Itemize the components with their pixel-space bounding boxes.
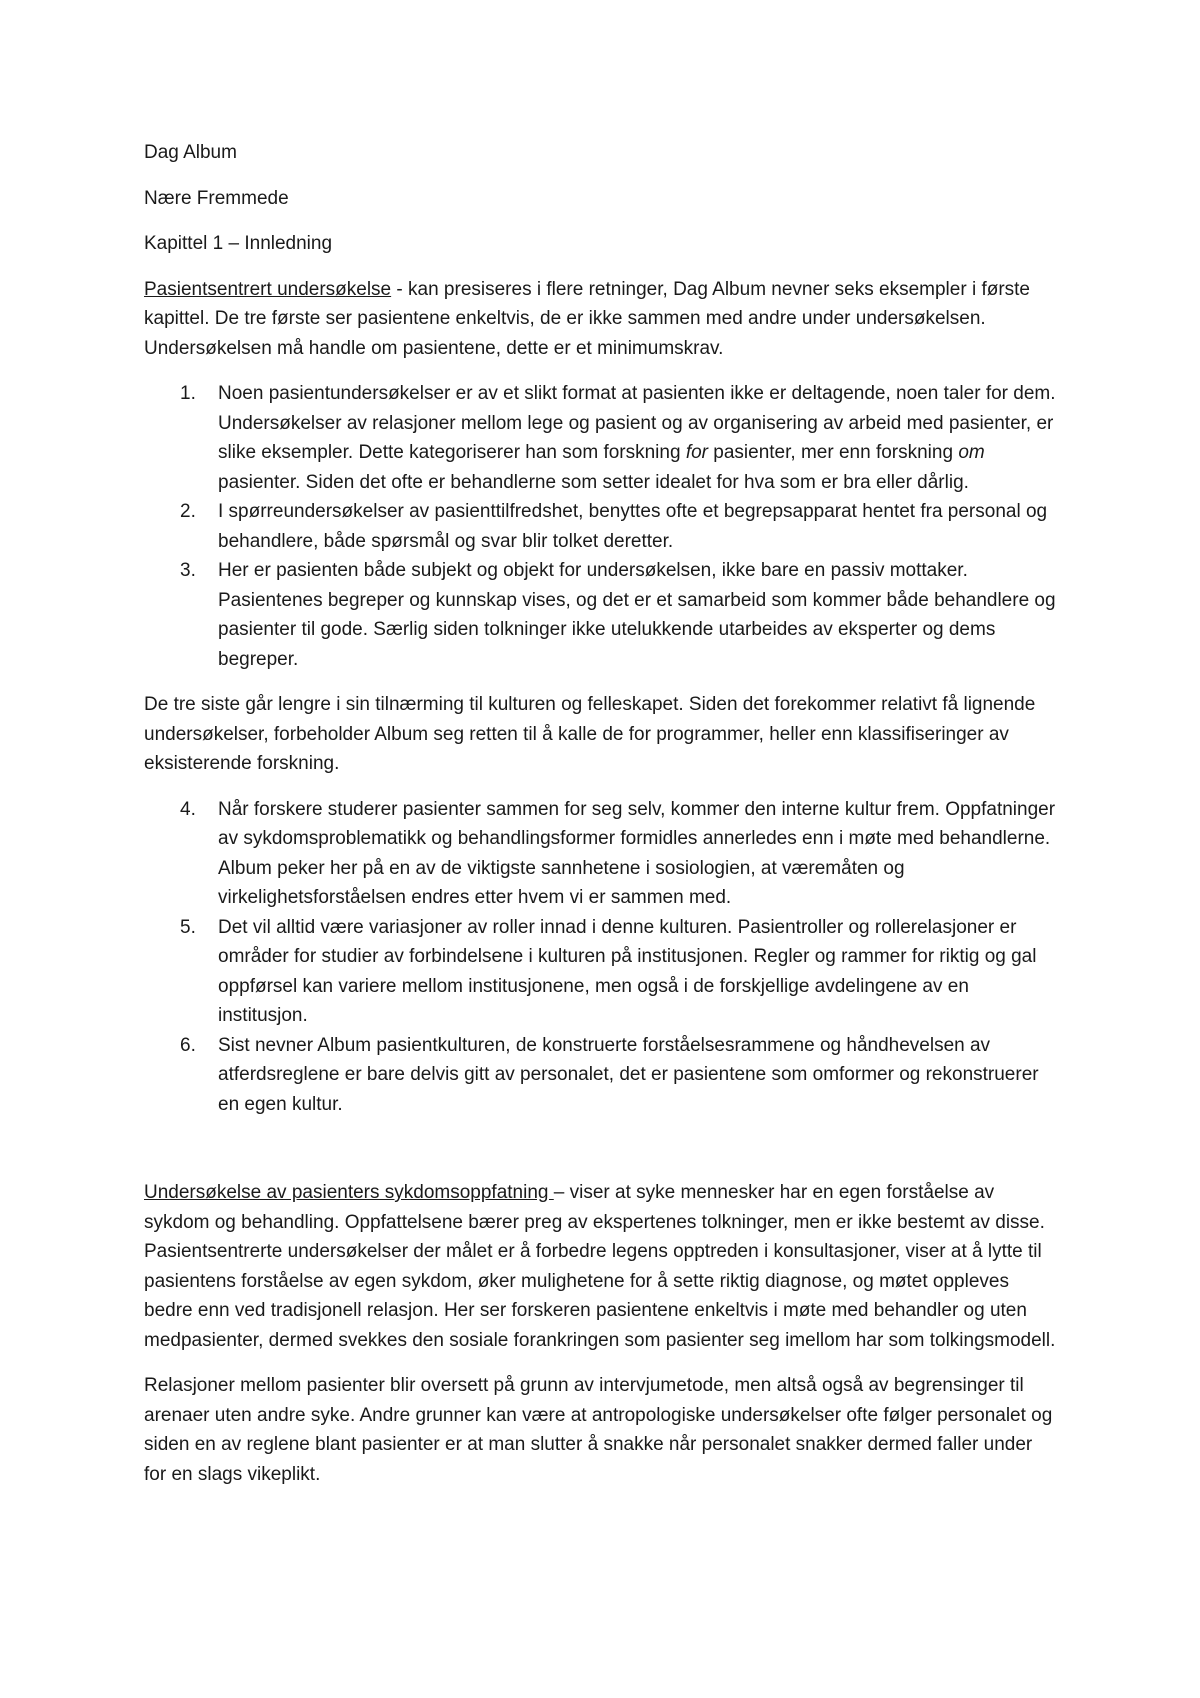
- list-item-text: Sist nevner Album pasientkulturen, de konstruerte forståelsesrammene og håndhevelsen av atferdsreglene er bare delvis gitt av personalet, det er pasientene som omformer og rekonstruerer en egen kultur.: [218, 1034, 1039, 1115]
- section-sykdomsoppfatning: [144, 1178, 1056, 1355]
- list-number: 5.: [180, 916, 196, 938]
- numbered-list-1: [144, 379, 1056, 674]
- list-number: 1.: [180, 383, 196, 404]
- body-paragraph: Relasjoner mellom pasienter blir oversett på grunn av intervjumetode, men altså også av begrensinger til arenaer uten andre syke. Andre grunner kan være at antropologiske undersøkelser ofte følger personalet og siden en av reglene blant pasienter er at man slutter å snakke når personalet snakker dermed faller under for en slags vikeplikt.: [144, 1375, 1053, 1485]
- list-item: [180, 795, 1056, 913]
- body-paragraph: De tre siste går lengre i sin tilnærming til kulturen og felleskapet. Siden det forekommer relativt få lignende undersøkelser, forbeholder Album seg retten til å kalle de for programmer, heller enn klassifiseringer av eksisterende forskning.: [144, 694, 1036, 774]
- list-number: 4.: [180, 798, 196, 820]
- list-number: 2.: [180, 501, 196, 522]
- list-item: [180, 556, 1056, 674]
- list-item-text: pasienter. Siden det ofte er behandlerne som setter idealet for hva som er bra eller dårlig.: [218, 471, 969, 493]
- section-pasientsentrert: [144, 275, 1056, 364]
- list-item: [180, 497, 1056, 556]
- emphasis-om: om: [958, 442, 985, 463]
- book-title: Nære Fremmede: [144, 187, 289, 209]
- list-item-text: Når forskere studerer pasienter sammen for seg selv, kommer den interne kultur frem. Oppfatninger av sykdomsproblematikk og behandlingsformer formidles annerledes enn i møte med behandlerne. Album peker her på en av de viktigste sannhetene i sosiologien, at væremåten og virkelighetsforståelsen endres etter hvem vi er sammen med.: [218, 798, 1056, 908]
- list-number: 6.: [180, 1034, 196, 1056]
- list-item-text: Her er pasienten både subjekt og objekt for undersøkelsen, ikke bare en passiv mottaker. Pasientenes begreper og kunnskap vises, og det er et samarbeid som kommer både behandlere og pasienter til gode. Særlig siden tolkninger ikke utelukkende utarbeides av eksperter og dems begreper.: [218, 560, 1056, 670]
- list-item: [180, 913, 1056, 1031]
- section-term: Undersøkelse av pasienters sykdomsoppfatning: [144, 1182, 554, 1203]
- numbered-list-2: [144, 795, 1056, 1120]
- section-body-text: – viser at syke mennesker har en egen forståelse av sykdom og behandling. Oppfattelsene bærer preg av ekspertenes tolkninger, men er ikke bestemt av disse. Pasientsentrerte undersøkelser der målet er å forbedre legens opptreden i konsultasjoner, viser at å lytte til pasientens forståelse av egen sykdom, øker mulighetene for å sette riktig diagnose, og møtet oppleves bedre enn ved tradisjonell relasjon. Her ser forskeren pasientene enkeltvis i møte med behandler og uten medpasienter, dermed svekkes den sosiale forankringen som pasienter seg imellom har som tolkingsmodell.: [144, 1182, 1056, 1351]
- list-item-text: pasienter, mer enn forskning: [708, 442, 959, 463]
- list-item: [180, 379, 1056, 497]
- author-name: Dag Album: [144, 142, 237, 163]
- spacer: [144, 1135, 1056, 1178]
- list-item: [180, 1031, 1056, 1120]
- section-term: Pasientsentrert undersøkelse: [144, 278, 392, 300]
- document-page: [144, 138, 1056, 1505]
- chapter-heading: Kapittel 1 – Innledning: [144, 233, 333, 254]
- emphasis-for: for: [685, 442, 709, 463]
- list-number: 3.: [180, 560, 196, 581]
- section-intro-text: - kan presiseres i flere retninger, Dag Album nevner seks eksempler i første kapittel. De tre første ser pasientene enkeltvis, de er ikke sammen med andre under undersøkelsen. Undersøkelsen må handle om pasientene, dette er et minimumskrav.: [144, 278, 1030, 359]
- list-item-text: Noen pasientundersøkelser er av et slikt format at pasienten ikke er deltagende, noen taler for dem. Undersøkelser av relasjoner mellom lege og pasient og av organisering av arbeid med pasienter, er slike eksempler. Dette kategoriserer han som forskning: [218, 383, 1056, 463]
- list-item-text: I spørreundersøkelser av pasienttilfredshet, benyttes ofte et begrepsapparat hentet fra personal og behandlere, både spørsmål og svar blir tolket deretter.: [218, 501, 1048, 552]
- list-item-text: Det vil alltid være variasjoner av roller innad i denne kulturen. Pasientroller og rollerelasjoner er områder for studier av forbindelsene i kulturen på institusjonen. Regler og rammer for riktig og gal oppførsel kan variere mellom institusjonene, men også i de forskjellige avdelingene av en institusjon.: [218, 916, 1037, 1026]
